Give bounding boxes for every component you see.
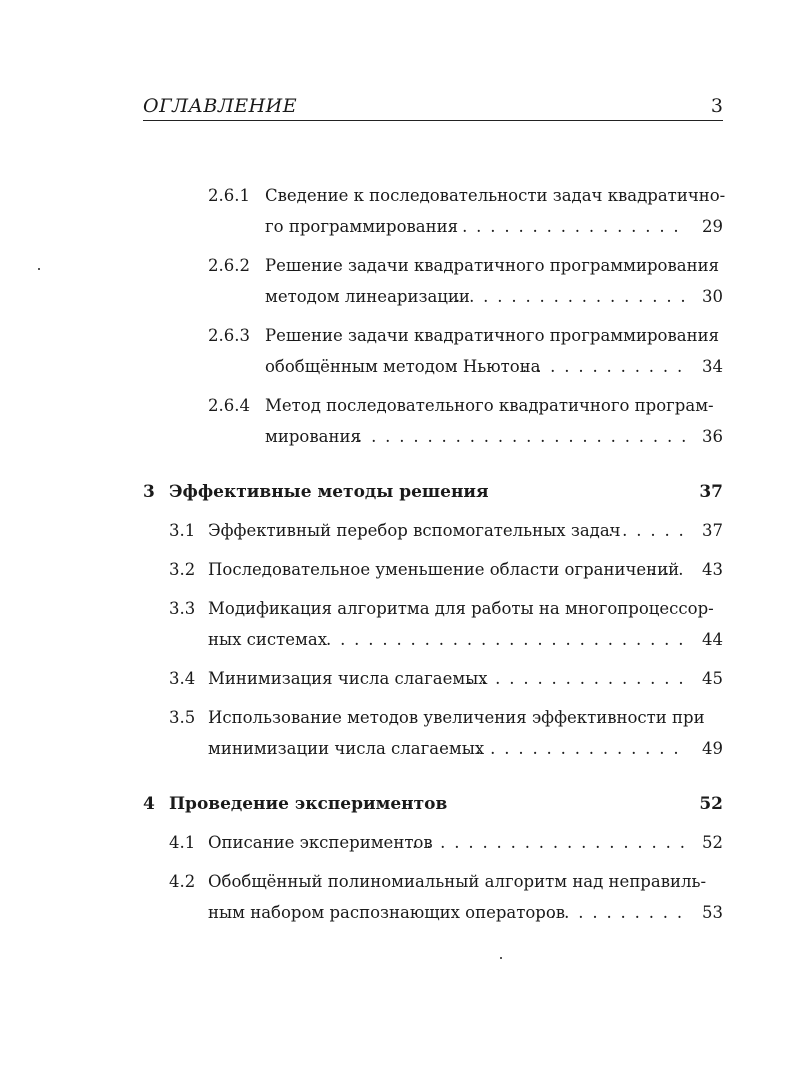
entry-number: 3.4 (169, 669, 196, 688)
entry-title-line2: ных системах (208, 630, 328, 649)
entry-page: 36 (702, 427, 723, 446)
entry-title-line2: ным набором распознающих операторов (208, 903, 566, 922)
entry-title-line1: Сведение к последовательности задач квадратично- (265, 186, 726, 205)
dot-leader (357, 427, 688, 447)
entry-page: 34 (702, 357, 723, 376)
scan-speck (38, 268, 40, 270)
entry-page: 30 (702, 287, 723, 306)
entry-title-line2: обобщённым методом Ньютона (265, 357, 541, 376)
dot-leader (455, 287, 688, 307)
running-header (143, 94, 723, 121)
dot-leader (467, 669, 688, 689)
chapter-title: Проведение экспериментов (169, 794, 448, 814)
entry-title-line2: мирования (265, 427, 361, 446)
entry-page: 49 (702, 739, 723, 758)
entry-title-line1: Обобщённый полиномиальный алгоритм над неправиль- (208, 872, 707, 891)
dot-leader (412, 833, 688, 853)
entry-title-line2: минимизации числа слагаемых (208, 739, 485, 758)
entry-page: 53 (702, 903, 723, 922)
dot-leader (594, 521, 688, 541)
dot-leader (448, 217, 688, 237)
entry-title: Описание экспериментов (208, 833, 433, 852)
entry-number: 3.1 (169, 521, 196, 540)
chapter-page: 52 (699, 794, 723, 814)
entry-title-line2: методом линеаризации (265, 287, 470, 306)
entry-title: Минимизация числа слагаемых (208, 669, 488, 688)
chapter-number: 3 (143, 482, 155, 502)
dot-leader (522, 357, 688, 377)
dot-leader (326, 630, 688, 650)
entry-number: 3.3 (169, 599, 196, 618)
entry-title-line1: Метод последовательного квадратичного програм- (265, 396, 714, 415)
entry-page: 29 (702, 217, 723, 236)
entry-title-line1: Модификация алгоритма для работы на многопроцессор- (208, 599, 714, 618)
entry-number: 2.6.4 (208, 396, 250, 415)
running-title: ОГЛАВЛЕНИЕ (143, 95, 298, 117)
entry-number: 2.6.3 (208, 326, 250, 345)
entry-title: Эффективный перебор вспомогательных задач (208, 521, 621, 540)
entry-page: 45 (702, 669, 723, 688)
running-page-number: 3 (710, 95, 723, 117)
entry-page: 43 (702, 560, 723, 579)
entry-title-line2: го программирования (265, 217, 459, 236)
dot-leader (536, 903, 688, 923)
entry-page: 37 (702, 521, 723, 540)
entry-page: 44 (702, 630, 723, 649)
chapter-title: Эффективные методы решения (169, 482, 489, 502)
entry-title-line1: Использование методов увеличения эффективности при (208, 708, 705, 727)
entry-number: 4.2 (169, 872, 196, 891)
chapter-number: 4 (143, 794, 155, 814)
dot-leader (636, 560, 688, 580)
entry-number: 2.6.1 (208, 186, 250, 205)
entry-number: 2.6.2 (208, 256, 250, 275)
entry-title: Последовательное уменьшение области ограничений (208, 560, 680, 579)
entry-number: 3.5 (169, 708, 196, 727)
chapter-page: 37 (699, 482, 723, 502)
scan-speck (500, 957, 502, 959)
dot-leader (462, 739, 688, 759)
entry-title-line1: Решение задачи квадратичного программирования (265, 256, 719, 275)
entry-number: 4.1 (169, 833, 196, 852)
entry-number: 3.2 (169, 560, 196, 579)
entry-page: 52 (702, 833, 723, 852)
entry-title-line1: Решение задачи квадратичного программирования (265, 326, 719, 345)
